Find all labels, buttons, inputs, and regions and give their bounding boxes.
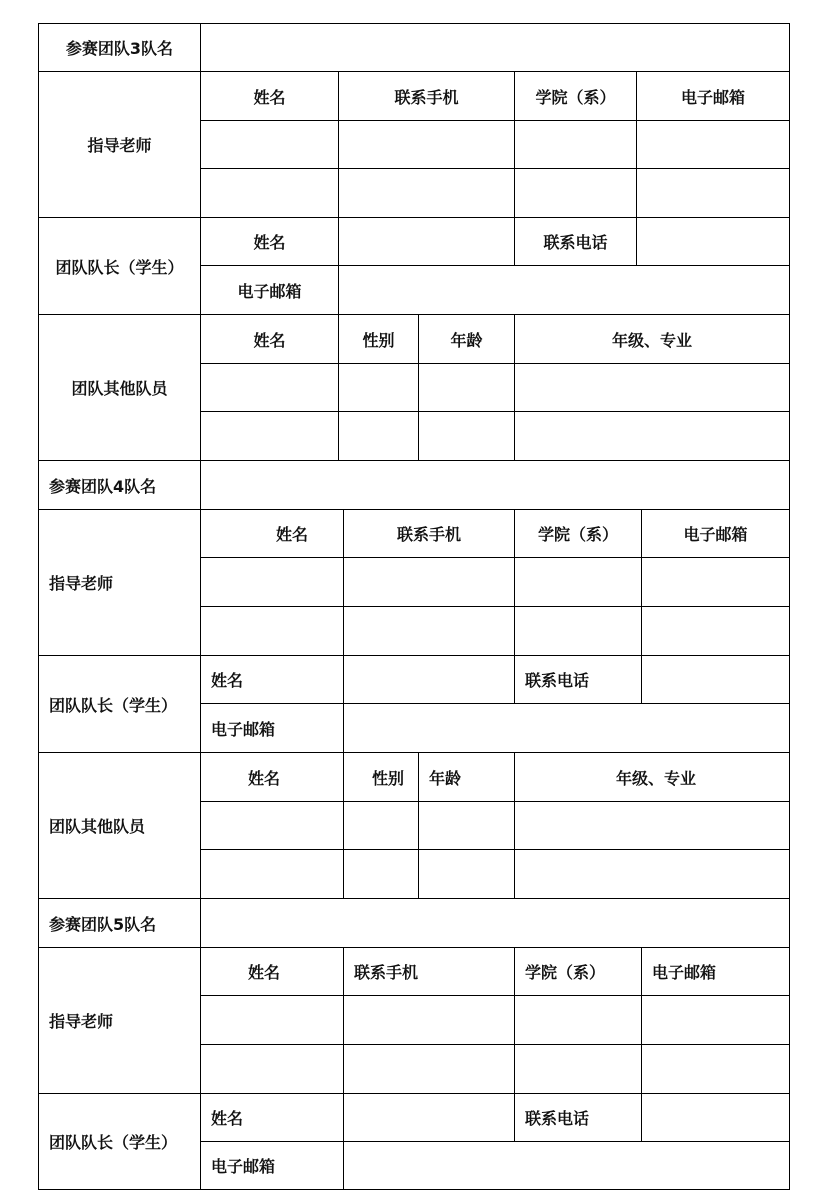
team3-leader-name-field[interactable] (339, 218, 514, 265)
team3-members-row-1[interactable] (201, 364, 789, 411)
team3-members-label: 团队其他队员 (71, 379, 168, 398)
team3-members-header-name: 姓名 (253, 330, 286, 350)
team3-name-field[interactable] (201, 24, 789, 71)
team4-advisor-row-2[interactable] (201, 607, 789, 655)
team4-leader-label: 团队队长（学生） (49, 695, 178, 715)
table-border-right (789, 23, 790, 1190)
team4-advisor-header-phone: 联系手机 (396, 525, 461, 544)
team5-advisor-header-phone: 联系手机 (354, 963, 419, 982)
team5-leader-phone-field[interactable] (642, 1094, 789, 1141)
team4-advisor-row-1[interactable] (201, 558, 789, 606)
team3-advisor-row-1[interactable] (201, 121, 789, 168)
team5-advisor-header-name: 姓名 (247, 963, 280, 982)
team5-advisor-header-college: 学院（系） (525, 963, 606, 982)
team5-advisor-row-2[interactable] (201, 1045, 789, 1093)
team4-leader-email-label: 电子邮箱 (211, 719, 276, 739)
team5-leader-email-field[interactable] (344, 1142, 789, 1189)
team3-members-row-2[interactable] (201, 412, 789, 460)
team4-advisor-header-college: 学院（系） (537, 525, 618, 544)
team3-leader-label: 团队队长（学生） (55, 257, 184, 277)
team4-advisor-header-email: 电子邮箱 (683, 525, 748, 544)
team4-leader-name-label: 姓名 (211, 671, 244, 690)
team4-leader-name-field[interactable] (344, 656, 514, 703)
team3-members-header-age: 年龄 (450, 330, 483, 350)
team4-members-row-1[interactable] (201, 802, 789, 849)
team3-name-label: 参赛团队3队名 (65, 39, 174, 58)
team3-leader-name-label: 姓名 (253, 233, 286, 252)
team4-leader-phone-label: 联系电话 (525, 671, 590, 690)
team3-leader-phone-label: 联系电话 (543, 233, 608, 252)
team3-advisor-header-college: 学院（系） (535, 87, 616, 107)
team5-advisor-row-1[interactable] (201, 996, 789, 1044)
team4-advisor-header-name: 姓名 (275, 525, 308, 544)
team4-members-header-gender: 性别 (371, 768, 404, 788)
team3-advisor-header-phone: 联系手机 (394, 87, 459, 107)
team4-members-header-age: 年龄 (429, 768, 462, 788)
team3-advisor-row-2[interactable] (201, 169, 789, 217)
team3-members-header-gender: 性别 (362, 330, 395, 350)
team4-members-label: 团队其他队员 (49, 817, 146, 836)
team3-leader-email-label: 电子邮箱 (237, 281, 302, 301)
team4-name-label: 参赛团队4队名 (49, 476, 157, 496)
team5-leader-label: 团队队长（学生） (49, 1133, 178, 1152)
team5-leader-name-label: 姓名 (211, 1109, 244, 1128)
team4-leader-email-field[interactable] (344, 704, 789, 752)
team3-leader-phone-field[interactable] (637, 218, 789, 265)
team5-leader-phone-label: 联系电话 (525, 1109, 590, 1128)
team4-advisor-label: 指导老师 (49, 574, 114, 593)
team3-leader-email-field[interactable] (339, 266, 789, 314)
team5-name-label: 参赛团队5队名 (49, 914, 157, 934)
team3-advisor-header-name: 姓名 (253, 87, 286, 107)
team5-advisor-header-email: 电子邮箱 (652, 963, 717, 982)
team4-members-header-name: 姓名 (247, 768, 280, 788)
team3-advisor-header-email: 电子邮箱 (680, 87, 745, 107)
table-border-bottom (38, 1189, 790, 1190)
team5-leader-email-label: 电子邮箱 (211, 1157, 276, 1176)
team5-leader-name-field[interactable] (344, 1094, 514, 1141)
team4-leader-phone-field[interactable] (642, 656, 789, 703)
team3-members-header-grade: 年级、专业 (611, 330, 692, 350)
team4-members-header-grade: 年级、专业 (615, 768, 696, 788)
team3-advisor-label: 指导老师 (87, 136, 152, 155)
team4-name-field[interactable] (201, 461, 789, 509)
team5-name-field[interactable] (201, 899, 789, 947)
team4-members-row-2[interactable] (201, 850, 789, 898)
team5-advisor-label: 指导老师 (49, 1012, 114, 1031)
